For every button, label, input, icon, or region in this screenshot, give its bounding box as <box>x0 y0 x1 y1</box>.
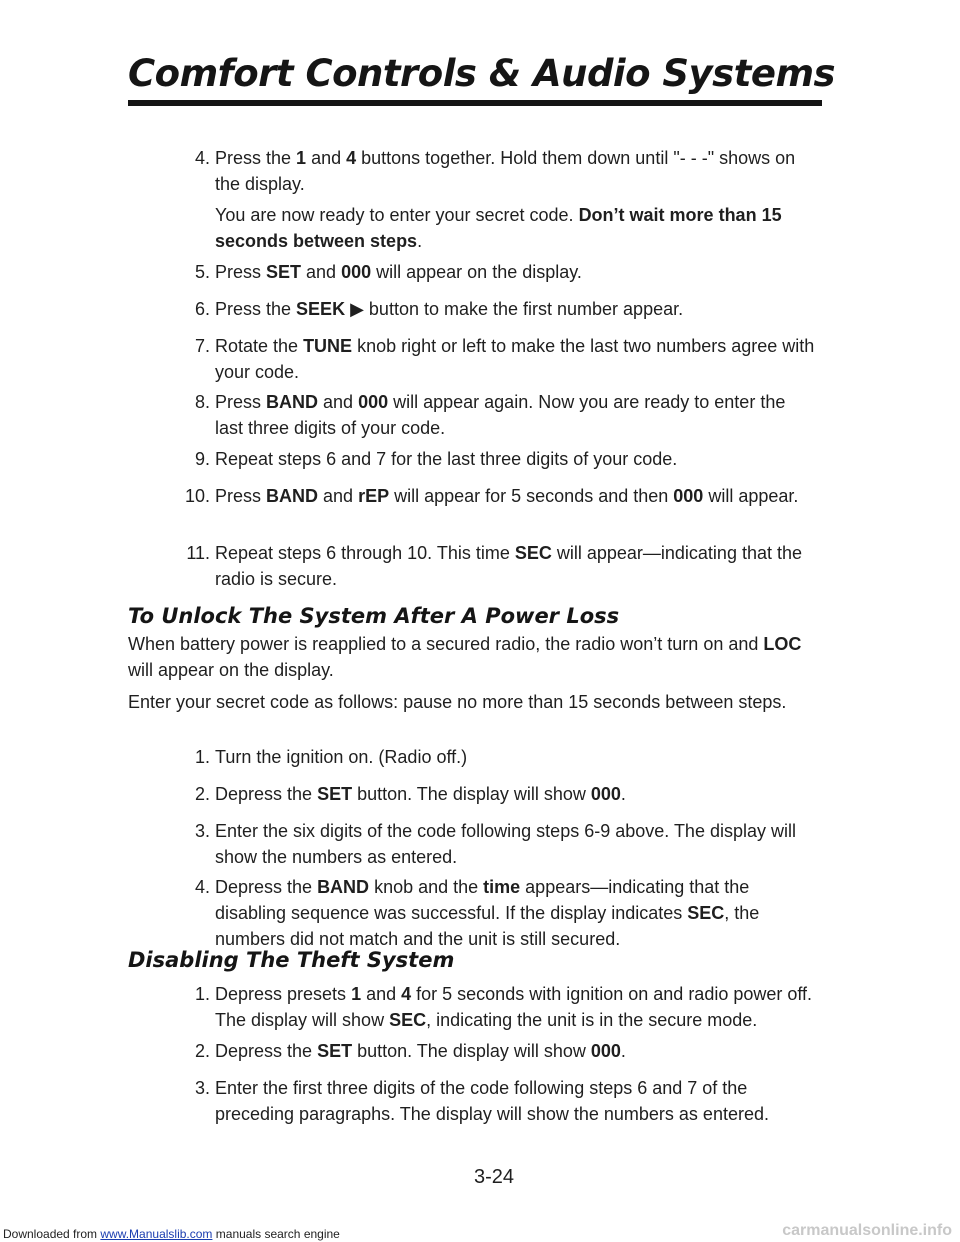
page-header-title: Comfort Controls & Audio Systems <box>128 52 836 95</box>
list-item-number: 10. <box>184 486 210 506</box>
text-run: . <box>620 784 626 804</box>
text-run: and <box>306 148 347 168</box>
bold-term: SET <box>266 262 302 282</box>
text-run: When battery power is reapplied to a secured radio, the radio won’t turn on and <box>128 634 764 654</box>
list-item-text <box>215 1038 815 1064</box>
text-run: and <box>361 984 402 1004</box>
bold-term: 000 <box>673 486 704 506</box>
list-item-number: 9. <box>194 449 210 469</box>
footer-prefix: Downloaded from <box>3 1227 101 1241</box>
download-footer <box>3 1227 340 1241</box>
text-run: . <box>417 231 423 251</box>
bold-term: SEC <box>389 1010 427 1030</box>
list-item-text <box>215 446 815 472</box>
text-run: Press <box>215 392 267 412</box>
bold-term: Don’t wait more than 15 seconds between steps <box>215 205 782 251</box>
list-item-text <box>215 781 815 807</box>
text-run: Repeat steps 6 and 7 for the last three digits of your code. <box>215 449 678 469</box>
text-run: You are now ready to enter your secret code. <box>215 205 579 225</box>
list-item-number: 7. <box>194 336 210 356</box>
list-item-text <box>215 981 815 1033</box>
list-item-text <box>215 818 815 870</box>
bold-term: rEP <box>358 486 390 506</box>
text-run: , the numbers did not match and the unit is still secured. <box>215 903 760 949</box>
manualslib-link[interactable]: www.Manualslib.com <box>100 1227 213 1241</box>
text-run: Press <box>215 486 267 506</box>
list-item-number: 11. <box>186 543 210 563</box>
list-item-number: 1. <box>194 747 210 767</box>
list-item-text <box>215 296 815 322</box>
list-item-text <box>215 259 815 285</box>
list-item-text <box>215 202 815 254</box>
page-number: 3-24 <box>474 1166 515 1188</box>
text-run: appears—indicating that the disabling sequence was successful. If the display indicates <box>215 877 750 923</box>
bold-term: SEEK ▶ <box>296 299 364 319</box>
list-item-number: 6. <box>194 299 210 319</box>
bold-term: 000 <box>341 262 372 282</box>
list-item-number: 4. <box>194 148 210 168</box>
bold-term: 4 <box>346 148 357 168</box>
section-heading-unlock: To Unlock The System After A Power Loss <box>128 604 620 628</box>
text-run: Turn the ignition on. (Radio off.) <box>215 747 468 767</box>
list-item-text <box>215 145 815 197</box>
text-run: Depress the <box>215 877 318 897</box>
bold-term: BAND <box>266 486 319 506</box>
text-run: and <box>318 486 359 506</box>
bold-term: SET <box>317 1041 353 1061</box>
text-run: , indicating the unit is in the secure mode. <box>426 1010 758 1030</box>
bold-term: SEC <box>687 903 725 923</box>
bold-term: time <box>483 877 521 897</box>
watermark: carmanualsonline.info <box>782 1222 952 1239</box>
bold-term: 000 <box>590 784 621 804</box>
text-run: . <box>620 1041 626 1061</box>
text-run: button. The display will show <box>352 784 591 804</box>
text-run: will appear again. Now you are ready to enter the last three digits of your code. <box>215 392 786 438</box>
text-run: Press the <box>215 148 297 168</box>
bold-term: SEC <box>514 543 552 563</box>
text-run: Depress presets <box>215 984 352 1004</box>
list-item-number: 3. <box>194 1078 210 1098</box>
text-run: for 5 seconds with ignition on and radio power off. The display will show <box>215 984 813 1030</box>
text-run: Depress the <box>215 784 318 804</box>
bold-term: 000 <box>358 392 389 412</box>
list-item-text <box>215 744 815 770</box>
text-run: will appear. <box>703 486 799 506</box>
text-run: will appear on the display. <box>371 262 582 282</box>
text-run: and <box>301 262 342 282</box>
text-run: button. The display will show <box>352 1041 591 1061</box>
bold-term: 1 <box>351 984 362 1004</box>
list-item-text <box>215 540 815 592</box>
text-run: knob right or left to make the last two numbers agree with your code. <box>215 336 815 382</box>
text-run: will appear on the display. <box>128 660 334 680</box>
text-run: buttons together. Hold them down until "- - -" shows on the display. <box>215 148 796 194</box>
text-run: Enter the first three digits of the code following steps 6 and 7 of the preceding paragraphs. The display will show the numbers as entered. <box>215 1078 769 1124</box>
text-run: will appear for 5 seconds and then <box>389 486 674 506</box>
list-item-number: 2. <box>194 784 210 804</box>
text-run: Enter your secret code as follows: pause no more than 15 seconds between steps. <box>128 692 787 712</box>
bold-term: 4 <box>401 984 412 1004</box>
list-item-number: 2. <box>194 1041 210 1061</box>
bold-term: 000 <box>590 1041 621 1061</box>
footer-suffix: manuals search engine <box>212 1227 340 1241</box>
text-run: knob and the <box>369 877 484 897</box>
list-item-number: 8. <box>194 392 210 412</box>
bold-term: LOC <box>763 634 802 654</box>
list-item-number: 3. <box>194 821 210 841</box>
text-run: button to make the first number appear. <box>363 299 684 319</box>
list-item-text <box>215 874 815 952</box>
list-item-text <box>215 389 815 441</box>
text-run: Press <box>215 262 267 282</box>
list-item-number: 4. <box>194 877 210 897</box>
list-item-text <box>215 483 815 509</box>
bold-term: SET <box>317 784 353 804</box>
list-item-text <box>215 1075 815 1127</box>
paragraph-unlock-instructions <box>128 689 818 715</box>
list-item-text <box>215 333 815 385</box>
paragraph-unlock-intro <box>128 631 818 683</box>
bold-term: BAND <box>266 392 319 412</box>
text-run: will appear—indicating that the radio is secure. <box>215 543 803 589</box>
bold-term: TUNE <box>303 336 353 356</box>
bold-term: 1 <box>296 148 307 168</box>
text-run: Repeat steps 6 through 10. This time <box>215 543 515 563</box>
text-run: and <box>318 392 359 412</box>
bold-term: BAND <box>317 877 370 897</box>
text-run: Enter the six digits of the code following steps 6-9 above. The display will show the numbers as entered. <box>215 821 796 867</box>
list-item-number: 5. <box>194 262 210 282</box>
header-rule <box>128 100 822 106</box>
text-run: Rotate the <box>215 336 304 356</box>
text-run: Depress the <box>215 1041 318 1061</box>
list-item-number: 1. <box>194 984 210 1004</box>
text-run: Press the <box>215 299 297 319</box>
section-heading-disabling: Disabling The Theft System <box>128 948 455 972</box>
